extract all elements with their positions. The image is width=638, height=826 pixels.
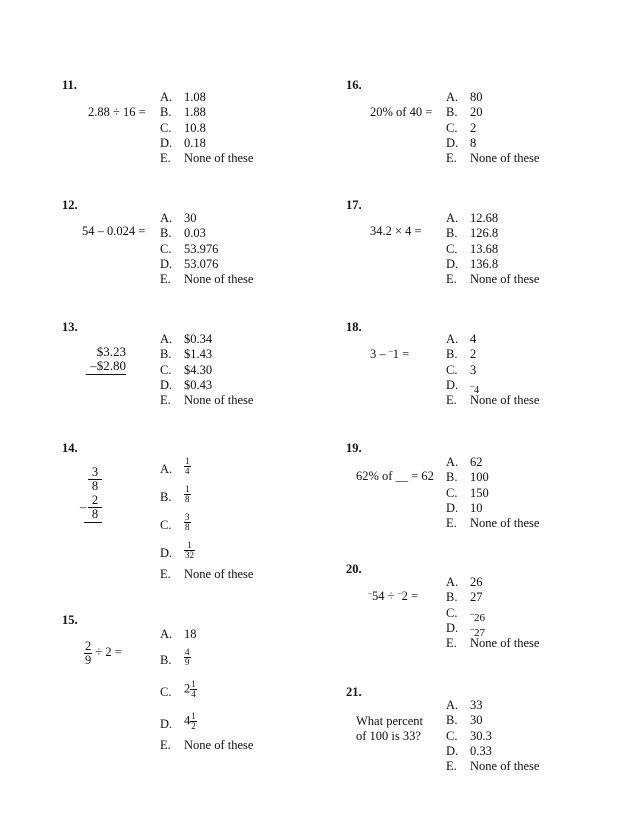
choice-text: 20	[470, 105, 483, 120]
choice-letter: C.	[446, 728, 458, 743]
choice-letter: E.	[446, 636, 457, 651]
problem-part-1: 3 –	[370, 347, 389, 361]
problem-part-1: 54 ÷	[372, 589, 398, 603]
choice-letter: A.	[446, 698, 459, 712]
choice-letter: A.	[446, 211, 459, 225]
choice-letter: B.	[160, 105, 172, 120]
choice-letter: C.	[446, 120, 458, 135]
numerator: 2	[85, 639, 92, 653]
choice-letter: A.	[160, 627, 173, 641]
question-number-16: 16.	[346, 78, 362, 92]
choice-letter: C.	[446, 605, 458, 620]
choice-text: 136.8	[470, 256, 499, 271]
problem-part-2: 1 =	[392, 347, 410, 361]
choice-text: None of these	[184, 393, 254, 408]
choice-letter: C.	[160, 241, 172, 256]
choice-text: None of these	[184, 738, 254, 753]
choice-letter: D.	[160, 256, 173, 271]
denominator: 32	[185, 550, 194, 560]
problem-15	[84, 640, 122, 666]
choice-letter: E.	[160, 738, 171, 753]
choice-letter: D.	[446, 135, 459, 150]
choice-text: 10	[470, 500, 483, 515]
choice-text: 33	[470, 698, 483, 712]
choice-letter: D.	[160, 717, 173, 732]
question-number-21: 21.	[346, 685, 362, 699]
choice-text: 27	[474, 626, 485, 639]
subtraction-stack-13	[86, 345, 126, 375]
choice-letter: B.	[446, 590, 458, 605]
choice-letter: B.	[160, 226, 172, 241]
fraction-bottom-14	[88, 494, 102, 521]
numerator: 4	[185, 647, 190, 658]
choice-text: 4	[474, 384, 479, 396]
choice-letter: D.	[446, 500, 459, 515]
choice-text: 18	[184, 627, 197, 641]
choice-fraction	[184, 485, 191, 504]
denominator: 4	[185, 466, 190, 476]
negative-sign: –	[368, 588, 372, 597]
choice-text: 1.88	[184, 105, 206, 120]
choice-text: 30	[470, 713, 483, 728]
choice-letter: E.	[160, 272, 171, 287]
choice-letter: E.	[160, 151, 171, 166]
answer-line	[86, 374, 126, 375]
choice-text: 53.976	[184, 241, 219, 256]
choice-text: None of these	[184, 567, 254, 581]
choice-letter: D.	[446, 256, 459, 271]
numerator: 3	[185, 512, 190, 522]
choice-letter: B.	[446, 713, 458, 728]
choice-letter: C.	[446, 485, 458, 500]
denominator: 8	[185, 494, 190, 504]
choice-text: None of these	[470, 272, 540, 287]
choice-text: 27	[470, 590, 483, 605]
choice-text: 2	[470, 120, 477, 135]
choice-text: 12.68	[470, 211, 499, 225]
choice-text: 13.68	[470, 241, 499, 256]
choice-text: 80	[470, 90, 483, 104]
problem-17: 34.2 × 4 =	[370, 224, 422, 238]
choice-letter: A.	[446, 332, 459, 346]
choice-text: $4.30	[184, 362, 213, 377]
choice-text: None of these	[470, 393, 540, 408]
choice-text: 30	[184, 211, 197, 225]
fraction-top-14	[88, 466, 102, 493]
question-number-19: 19.	[346, 441, 362, 455]
denominator: 2	[191, 721, 196, 732]
denominator: 9	[85, 652, 92, 667]
numerator: 1	[185, 484, 190, 494]
choice-letter: B.	[446, 105, 458, 120]
choice-letter: E.	[446, 393, 457, 408]
choice-text: 0.03	[184, 226, 206, 241]
choice-text: None of these	[184, 272, 254, 287]
choice-letter: A.	[160, 462, 173, 476]
choice-text: 4	[470, 332, 477, 346]
negative-sign: –	[397, 588, 402, 597]
choice-fraction	[184, 457, 191, 476]
choice-letter: A.	[160, 90, 173, 104]
numerator: 1	[191, 711, 196, 722]
choice-letter: B.	[446, 347, 458, 362]
choice-text: 3	[470, 362, 477, 377]
choice-text: None of these	[470, 516, 540, 531]
choice-letter: A.	[446, 575, 459, 589]
choice-letter: B.	[160, 653, 172, 668]
problem-19: 62% of __ = 62	[356, 469, 434, 483]
choice-text: 0.18	[184, 135, 206, 150]
problem-line-2: of 100 is 33?	[356, 729, 421, 743]
choice-letter: D.	[446, 620, 459, 635]
denominator: 8	[91, 479, 99, 493]
choice-letter: C.	[160, 120, 172, 135]
choice-text: 10.8	[184, 120, 206, 135]
choice-letter: A.	[160, 332, 173, 346]
question-number-18: 18.	[346, 320, 362, 334]
minus-sign-14: –	[80, 500, 87, 514]
denominator: 4	[191, 689, 196, 700]
choice-letter: D.	[446, 743, 459, 758]
question-number-17: 17.	[346, 198, 362, 212]
negative-sign: –	[388, 346, 393, 355]
choice-text: 0.33	[470, 743, 492, 758]
question-number-20: 20.	[346, 562, 362, 576]
question-number-12: 12.	[62, 198, 78, 212]
choice-text: None of these	[470, 636, 540, 651]
problem-18	[370, 346, 409, 362]
choice-letter: D.	[160, 377, 173, 392]
question-number-15: 15.	[62, 613, 78, 627]
problem-11: 2.88 ÷ 16 =	[88, 105, 146, 119]
problem-fraction	[84, 640, 92, 666]
question-number-14: 14.	[62, 441, 78, 455]
negative-sign: –	[470, 623, 474, 633]
numerator: 1	[185, 456, 190, 466]
choice-fraction	[184, 513, 191, 532]
choice-text: $1.43	[184, 347, 213, 362]
problem-20	[368, 588, 418, 604]
choice-fraction	[190, 680, 197, 699]
choice-letter: E.	[446, 151, 457, 166]
choice-letter: A.	[446, 455, 459, 469]
choice-text: $0.43	[184, 377, 213, 392]
whole-number: 2	[184, 681, 191, 696]
choice-letter: B.	[160, 490, 172, 504]
problem-12: 54 – 0.024 =	[82, 224, 146, 238]
negative-sign: –	[470, 380, 474, 390]
choice-text: 2	[470, 347, 477, 362]
choice-letter: C.	[160, 518, 172, 532]
choice-text: 126.8	[470, 226, 499, 241]
question-number-11: 11.	[62, 78, 77, 92]
choice-letter: A.	[446, 90, 459, 104]
denominator: 8	[185, 522, 190, 532]
problem-line-1: What percent	[356, 714, 423, 728]
numerator: 2	[88, 494, 102, 508]
numerator: 1	[191, 679, 196, 690]
choice-letter: D.	[446, 377, 459, 392]
problem-rest: ÷ 2 =	[95, 644, 122, 659]
choice-letter: E.	[446, 516, 457, 531]
choice-text: None of these	[184, 151, 254, 166]
problem-16: 20% of 40 =	[370, 105, 433, 119]
choice-letter: D.	[160, 546, 173, 560]
choice-letter: C.	[446, 241, 458, 256]
choice-text: None of these	[470, 151, 540, 166]
choice-text: $0.34	[184, 332, 213, 346]
choice-text: None of these	[470, 759, 540, 774]
choice-letter: C.	[160, 685, 172, 700]
choice-letter: B.	[446, 226, 458, 241]
question-number-13: 13.	[62, 320, 78, 334]
choice-letter: E.	[160, 567, 171, 581]
problem-part-2: 2 =	[401, 589, 419, 603]
choice-letter: B.	[160, 347, 172, 362]
numerator: 1	[184, 541, 195, 551]
denominator: 8	[91, 507, 99, 521]
choice-letter: D.	[160, 135, 173, 150]
numerator: 3	[88, 466, 102, 480]
choice-letter: C.	[446, 362, 458, 377]
choice-text: 8	[470, 135, 477, 150]
choice-letter: C.	[160, 362, 172, 377]
choice-letter: E.	[446, 759, 457, 774]
choice-text: 100	[470, 470, 489, 485]
choice-text: 150	[470, 485, 489, 500]
subtrahend: –$2.80	[90, 358, 126, 373]
choice-text: 62	[470, 455, 483, 469]
choice-text: 26	[474, 611, 485, 624]
choice-text: 30.3	[470, 728, 492, 743]
choice-letter: E.	[160, 393, 171, 408]
choice-letter: A.	[160, 211, 173, 225]
problem-21	[356, 714, 423, 744]
negative-sign: –	[470, 608, 474, 618]
whole-number: 4	[184, 713, 191, 728]
choice-text: 1.08	[184, 90, 206, 104]
choice-fraction	[184, 648, 191, 667]
choice-text: 53.076	[184, 256, 219, 271]
choice-letter: E.	[446, 272, 457, 287]
answer-line-14	[84, 522, 102, 523]
choice-fraction	[190, 712, 197, 731]
minuend: $3.23	[96, 344, 126, 359]
choice-fraction	[184, 541, 195, 560]
denominator: 9	[185, 657, 190, 668]
choice-letter: B.	[446, 470, 458, 485]
choice-text: 26	[470, 575, 483, 589]
